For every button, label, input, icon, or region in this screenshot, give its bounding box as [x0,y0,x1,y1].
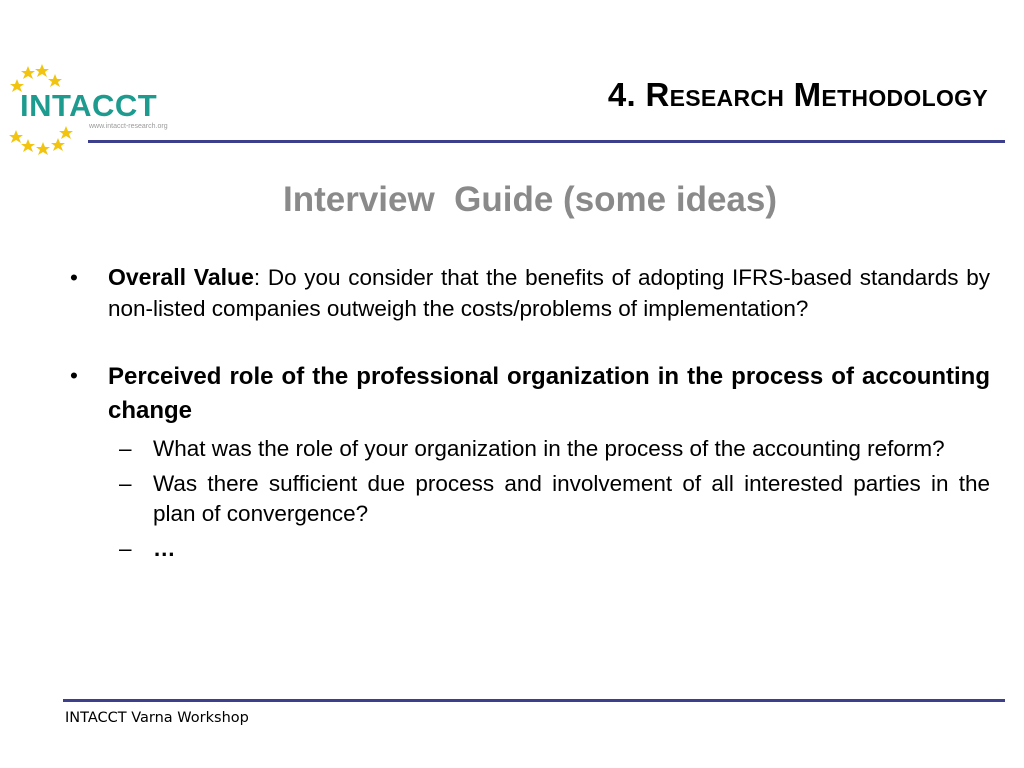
sub-item [108,434,990,464]
dash-glyph: – [119,436,132,461]
star-icon [59,126,73,139]
bullet-glyph: • [70,363,78,388]
star-icon [51,138,65,151]
star-icon [36,142,50,155]
bullet-text: : Do you consider that the benefits of adopting IFRS-based standards by non-listed companies outweigh the costs/problems of implementation? [108,265,990,321]
bullet-professional-organization [70,360,990,564]
top-divider [88,140,1005,143]
bullet-glyph: • [70,265,78,290]
sub-list [108,434,990,564]
star-icon [48,74,62,87]
sub-item-text: What was the role of your organization in the process of the accounting reform? [153,436,945,461]
bullet-label: Overall Value [108,264,254,290]
logo-url: www.intacct-research.org [89,123,168,130]
star-icon [35,64,49,77]
sub-item-text: Was there sufficient due process and involvement of all interested parties in the plan of convergence? [153,471,990,526]
sub-item-text: … [153,536,176,561]
footer-text: INTACCT Varna Workshop [65,710,249,726]
bullet-overall-value [70,262,990,324]
dash-glyph: – [119,536,132,561]
slide-subtitle: Interview Guide (some ideas) [282,180,778,219]
dash-glyph: – [119,471,132,496]
star-icon [21,66,35,79]
sub-item [108,469,990,529]
sub-item [108,534,990,564]
star-icon [21,139,35,152]
slide-title: 4. Research Methodology [607,76,988,113]
slide-content [70,262,990,569]
star-icon [9,130,23,143]
bottom-divider [63,699,1005,702]
bullet-headline: Perceived role of the professional organization in the process of accounting change [108,363,990,424]
logo-wordmark: INTACCT [20,88,158,123]
